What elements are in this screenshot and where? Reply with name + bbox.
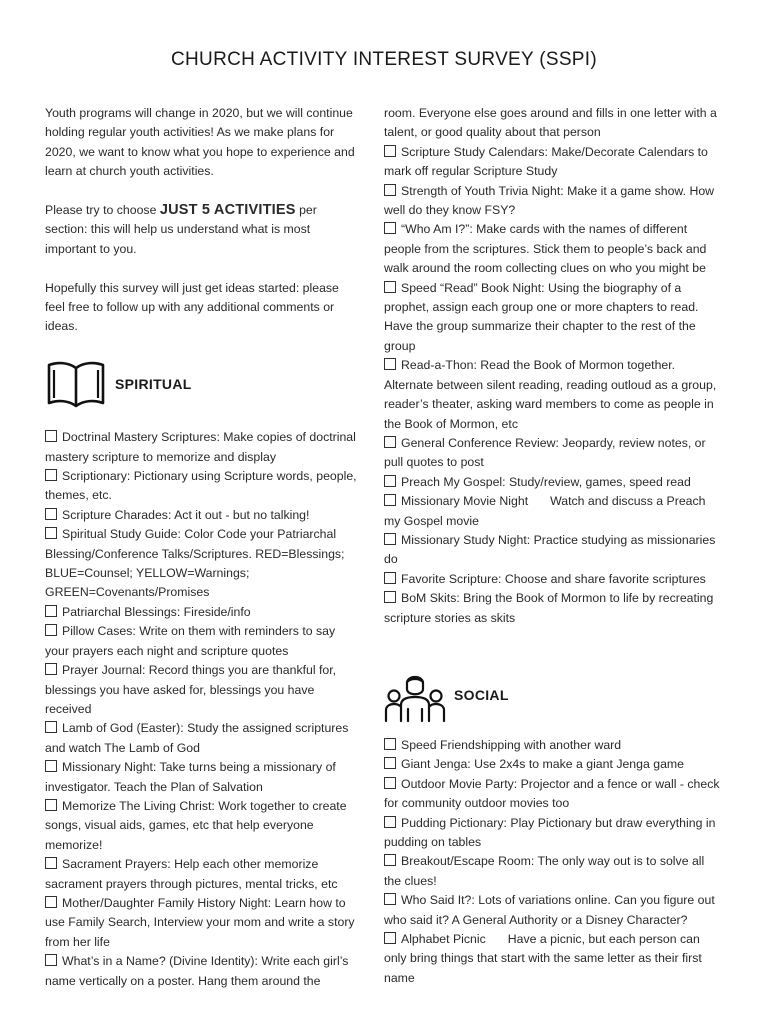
checkbox[interactable] [45,760,57,772]
page-title: CHURCH ACTIVITY INTEREST SURVEY (SSPI) [171,49,597,70]
checklist-item[interactable] [384,220,724,278]
item-text: Read-a-Thon: Read the Book of Mormon together. Alternate between silent reading, reading outloud as a group, reader’s theater, asking ward members to come as people in the Book of Mormon, etc [384,358,717,431]
checkbox[interactable] [45,857,57,869]
checklist-item[interactable] [45,622,360,661]
item-detail-text: Watch and discuss a Preach my Gospel movie [384,494,706,528]
checkbox[interactable] [384,777,396,789]
item-text: Memorize The Living Christ: Work together to create songs, visual aids, games, etc that help everyone memorize! [45,798,347,852]
checklist-item[interactable] [45,428,360,467]
checklist-item[interactable] [45,952,360,991]
checklist-item[interactable] [45,758,360,797]
intro-paragraph-3: Hopefully this survey will just get ideas started: please feel free to follow up with any additional comments or ideas. [45,280,339,334]
checklist-item[interactable] [45,603,360,622]
checklist-item[interactable] [45,894,360,952]
item-text: Missionary Movie Night [401,494,529,509]
checkbox[interactable] [384,738,396,750]
item-text: Outdoor Movie Party: Projector and a fence or wall - check for community outdoor movies too [384,776,720,811]
checklist-item[interactable] [384,182,724,221]
checklist-item[interactable] [384,531,724,570]
spiritual-section-header [45,356,360,412]
emphasis-text: JUST 5 ACTIVITIES [159,202,296,219]
item-text: Giant Jenga: Use 2x4s to make a giant Jenga game [401,757,684,772]
checklist-item[interactable] [45,525,360,603]
checklist-item[interactable] [45,467,360,506]
checkbox[interactable] [45,896,57,908]
intro-text: Please try to choose [45,203,160,218]
checklist-item[interactable] [384,775,724,814]
checklist-item[interactable] [384,143,724,182]
checklist-item-continuation: room. Everyone else goes around and fills in one letter with a talent, or good quality about that person [384,106,717,140]
item-text: Speed “Read” Book Night: Using the biography of a prophet, assign each group one or more chapters to read. Have the group summarize their chapter to the rest of the group [384,280,699,353]
checkbox[interactable] [384,436,396,448]
checkbox[interactable] [384,854,396,866]
checklist-item[interactable] [384,891,724,930]
checklist-item[interactable] [384,279,724,357]
checklist-item[interactable] [384,755,724,774]
item-text: Strength of Youth Trivia Night: Make it a game show. How well do they know FSY? [384,183,715,218]
checkbox[interactable] [45,799,57,811]
item-text: Favorite Scripture: Choose and share favorite scriptures [401,571,706,586]
item-text: Scriptionary: Pictionary using Scripture words, people, themes, etc. [45,469,357,503]
checkbox[interactable] [45,954,57,966]
item-text: Doctrinal Mastery Scriptures: Make copies of doctrinal mastery scripture to memorize and display [45,430,356,464]
item-text: Pillow Cases: Write on them with reminders to say your prayers each night and scripture quotes [45,624,336,658]
checklist-item[interactable] [384,930,724,988]
checklist-item[interactable] [384,473,724,492]
checkbox[interactable] [384,893,396,905]
checkbox[interactable] [45,508,57,520]
open-book-icon [45,358,107,410]
checklist-item[interactable] [384,570,724,589]
item-text: General Conference Review: Jeopardy, review notes, or pull quotes to post [384,435,706,470]
checklist-item[interactable] [45,855,360,894]
item-text: Mother/Daughter Family History Night: Learn how to use Family Search, Interview your mom and write a story from her life [45,895,355,949]
checkbox[interactable] [384,358,396,370]
social-section-header [384,668,724,724]
item-text: Pudding Pictionary: Play Pictionary but draw everything in pudding on tables [384,815,716,849]
checkbox[interactable] [45,624,57,636]
checkbox[interactable] [384,475,396,487]
section-heading-spiritual: SPIRITUAL [115,375,192,392]
checkbox[interactable] [45,721,57,733]
checkbox[interactable] [384,533,396,545]
item-text: Breakout/Escape Room: The only way out is to solve all the clues! [384,854,705,888]
left-column [45,104,360,991]
section-heading-social: SOCIAL [454,687,509,704]
item-text: Sacrament Prayers: Help each other memorize sacrament prayers through pictures, mental tricks, etc [45,857,338,891]
item-detail-text: Have a picnic, but each person can only bring things that start with the same letter as their first name [384,932,702,985]
item-text: Lamb of God (Easter): Study the assigned scriptures and watch The Lamb of God [45,721,349,755]
checkbox[interactable] [384,145,396,157]
checkbox[interactable] [384,222,396,234]
intro-paragraph-1: Youth programs will change in 2020, but we will continue holding regular youth activities! As we make plans for 2020, we want to know what you hope to experience and learn at church youth activities. [45,106,355,179]
item-text: Scripture Charades: Act it out - but no talking! [62,507,310,522]
checkbox[interactable] [45,605,57,617]
item-text: Prayer Journal: Record things you are thankful for, blessings you have asked for, blessings you have received [45,663,337,716]
checkbox[interactable] [384,281,396,293]
checklist-item[interactable] [384,852,724,891]
item-text: Alphabet Picnic [401,932,486,947]
group-of-people-icon [384,670,446,722]
right-column [384,104,724,988]
checklist-item[interactable] [384,434,724,473]
item-text: Missionary Night: Take turns being a missionary of investigator. Teach the Plan of Salvation [45,760,336,794]
checkbox[interactable] [45,469,57,481]
checkbox[interactable] [384,757,396,769]
checklist-item[interactable] [384,356,724,434]
intro-text: per section: this will help us understand what is most important to you. [45,203,317,256]
item-text: Scripture Study Calendars: Make/Decorate Calendars to mark off regular Scripture Study [384,144,708,179]
checklist-item[interactable] [384,814,724,853]
item-text: Spiritual Study Guide: Color Code your Patriarchal Blessing/Conference Talks/Scriptures. RED=Blessings; BLUE=Counsel; YELLOW=Warnings; GREEN=Covenants/Promises [45,527,345,600]
checkbox[interactable] [384,572,396,584]
item-text: Missionary Study Night: Practice studying as missionaries do [384,532,716,567]
item-text: What’s in a Name? (Divine Identity): Write each girl’s name vertically on a poster. Hang them around the [45,954,349,988]
checklist-item[interactable] [45,719,360,758]
checkbox[interactable] [45,527,57,539]
checklist-item[interactable] [45,506,360,525]
item-text: Speed Friendshipping with another ward [401,737,622,752]
checkbox[interactable] [384,932,396,944]
checkbox[interactable] [45,430,57,442]
checkbox[interactable] [384,816,396,828]
checklist-item[interactable] [45,661,360,719]
checkbox[interactable] [384,494,396,506]
checklist-item[interactable] [384,492,724,531]
item-text: Preach My Gospel: Study/review, games, speed read [401,474,691,489]
intro-paragraph-2 [45,201,360,259]
item-text: “Who Am I?”: Make cards with the names of different people from the scriptures. Stick them to people’s back and walk around the room collecting clues on who you might be [384,222,707,276]
item-text: Who Said It?: Lots of variations online. Can you figure out who said it? A General Authority or a Disney Character? [384,893,715,927]
checklist-item[interactable] [384,736,724,755]
checklist-item[interactable] [384,589,724,628]
item-text: Patriarchal Blessings: Fireside/info [62,604,251,619]
checkbox[interactable] [45,663,57,675]
checkbox[interactable] [384,591,396,603]
checkbox[interactable] [384,184,396,196]
item-text: BoM Skits: Bring the Book of Mormon to life by recreating scripture stories as skits [384,591,714,625]
checklist-item[interactable] [45,797,360,855]
